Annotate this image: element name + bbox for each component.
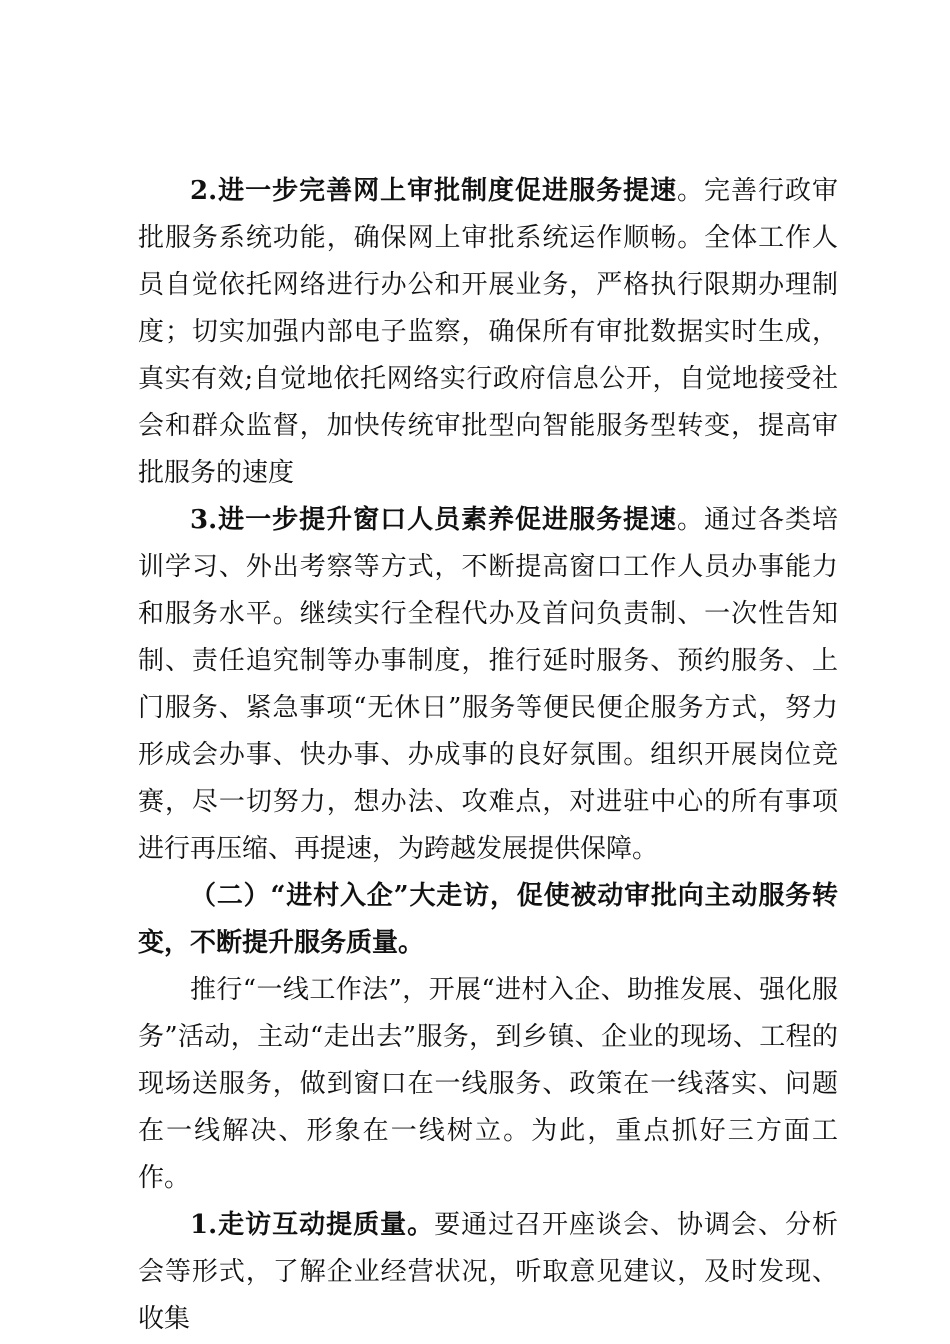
paragraph-text: 要通过召开座谈会、协调会、分析会等形式，了解企业经营状况，听取意见建议，及时发现、收集 [138,1210,838,1334]
document-body [138,168,838,1343]
section-heading-text: （二）“进村入企”大走访，促使被动审批向主动服务转变，不断提升服务质量。 [138,881,838,958]
paragraph-heading: 2.进一步完善网上审批制度促进服务提速 [190,176,678,206]
paragraph-text: 。通过各类培训学习、外出考察等方式，不断提高窗口工作人员办事能力和服务水平。继续实行全程代办及首问负责制、一次性告知制、责任追究制等办事制度，推行延时服务、预约服务、上门服务、紧急事项“无休日”服务等便民便企服务方式，努力形成会办事、快办事、办成事的良好氛围。组织开展岗位竞赛，尽一切努力，想办法、攻难点，对进驻中心的所有事项进行再压缩、再提速，为跨越发展提供保障。 [138,505,838,864]
paragraph-window-staff [138,497,838,873]
paragraph-heading: 3.进一步提升窗口人员素养促进服务提速 [190,505,678,535]
paragraph-heading: 1.走访互动提质量。 [190,1210,435,1240]
paragraph-frontline-method [138,967,838,1202]
paragraph-text: 。完善行政审批服务系统功能，确保网上审批系统运作顺畅。全体工作人员自觉依托网络进行办公和开展业务，严格执行限期办理制度；切实加强内部电子监察，确保所有审批数据实时生成，真实有效;自觉地依托网络实行政府信息公开，自觉地接受社会和群众监督，加快传统审批型向智能服务型转变，提高审批服务的速度 [138,176,838,488]
paragraph-visit-interaction [138,1202,838,1343]
section-heading-village-visit [138,873,838,967]
paragraph-text: 推行“一线工作法”，开展“进村入企、助推发展、强化服务”活动，主动“走出去”服务，到乡镇、企业的现场、工程的现场送服务，做到窗口在一线服务、政策在一线落实、问题在一线解决、形象在一线树立。为此，重点抓好三方面工作。 [138,975,838,1193]
paragraph-online-approval [138,168,838,497]
